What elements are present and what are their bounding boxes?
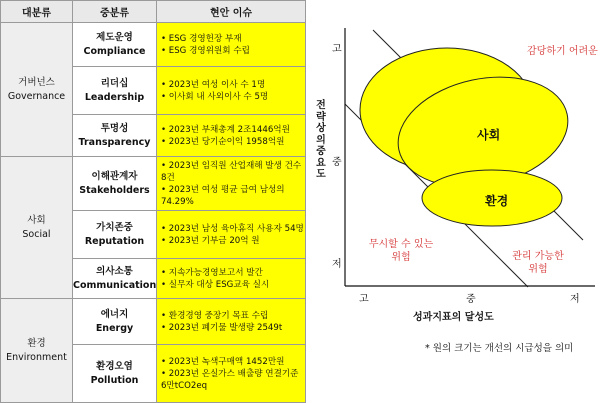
issue-item: • 2023년 폐기물 발생량 2549t bbox=[161, 322, 283, 333]
issue-item: • 2023년 온실가스 배출량 연결기준 6만tCO2eq bbox=[161, 368, 299, 391]
category-label-en: Governance bbox=[7, 90, 66, 102]
footnote: * 원의 크기는 개선의 시급성을 의미 bbox=[425, 343, 574, 354]
issue-item: • 지속가능경영보고서 발간 bbox=[161, 267, 263, 278]
table-row bbox=[1, 157, 306, 211]
issues-cell bbox=[157, 345, 306, 403]
subcategory-label-ko: 투명성 bbox=[100, 122, 129, 134]
issues-cell bbox=[157, 115, 306, 157]
x-tick-low: 저 bbox=[570, 294, 580, 305]
materiality-diagram bbox=[305, 0, 600, 401]
issue-item: • ESG 경영위원회 수립 bbox=[161, 45, 250, 56]
y-tick-low: 저 bbox=[332, 259, 342, 270]
y-tick-high: 고 bbox=[332, 44, 342, 55]
zone-label-unmanageable: 감당하기 어려운 bbox=[527, 46, 598, 57]
table-row bbox=[1, 299, 306, 345]
issues-cell bbox=[157, 259, 306, 299]
category-environment bbox=[1, 299, 73, 403]
bubble-label-social: 사회 bbox=[477, 128, 501, 142]
issue-item: • 2023년 임직원 산업재해 발생 건수 8건 bbox=[161, 160, 302, 183]
issue-item: • 2023년 부채총계 2조1446억원 bbox=[161, 124, 290, 135]
subcategory-label-ko: 에너지 bbox=[100, 308, 129, 320]
x-tick-high: 고 bbox=[359, 294, 369, 305]
subcategory-communication bbox=[73, 259, 157, 299]
x-tick-mid: 중 bbox=[466, 294, 476, 305]
subcategory-label-ko: 이해관계자 bbox=[91, 170, 138, 182]
issue-item: • 2023년 여성 평균 급여 남성의 74.29% bbox=[161, 184, 285, 207]
subcategory-compliance bbox=[73, 23, 157, 67]
issue-item: • 이사회 내 사외이사 수 5명 bbox=[161, 91, 269, 102]
subcategory-label-ko: 리더십 bbox=[100, 77, 129, 89]
subcategory-label-en: Pollution bbox=[90, 374, 139, 386]
category-social bbox=[1, 157, 73, 299]
zone-label-line: 무시할 수 있는 bbox=[368, 239, 434, 250]
subcategory-label-en: Reputation bbox=[84, 235, 145, 247]
issue-item: • 2023년 당기순이익 1958억원 bbox=[161, 136, 285, 147]
subcategory-label-ko: 제도운영 bbox=[96, 31, 133, 43]
subcategory-label-en: Stakeholders bbox=[79, 184, 150, 196]
subcategory-label-en: Compliance bbox=[83, 45, 146, 57]
header-category: 대분류 bbox=[1, 1, 73, 23]
table-header-row bbox=[1, 1, 306, 23]
y-axis-title: 전략상의중요도 bbox=[316, 100, 326, 180]
subcategory-transparency bbox=[73, 115, 157, 157]
issue-item: • 2023년 녹색구매액 1452만원 bbox=[161, 356, 285, 367]
header-issues: 현안 이슈 bbox=[157, 1, 306, 23]
subcategory-leadership bbox=[73, 67, 157, 115]
issue-item: • 2023년 여성 이사 수 1명 bbox=[161, 79, 266, 90]
issue-item: • ESG 경영헌장 부재 bbox=[161, 33, 242, 44]
issues-cell bbox=[157, 67, 306, 115]
subcategory-pollution bbox=[73, 345, 157, 403]
subcategory-label-ko: 의사소통 bbox=[96, 265, 133, 277]
category-label-ko: 환경 bbox=[27, 337, 46, 349]
x-axis-title: 성과지표의 달성도 bbox=[413, 312, 494, 323]
category-label-ko: 사회 bbox=[27, 214, 46, 226]
category-label-ko: 거버넌스 bbox=[18, 76, 55, 88]
category-label-en: Environment bbox=[6, 351, 67, 363]
issue-item: • 2023년 남성 육아휴직 사용자 54명 bbox=[161, 223, 304, 234]
zone-label-line: 위험 bbox=[528, 264, 548, 275]
subcategory-energy bbox=[73, 299, 157, 345]
zone-label-line: 관리 가능한 bbox=[512, 251, 564, 262]
category-label-en: Social bbox=[22, 228, 51, 240]
zone-label-line: 위험 bbox=[391, 252, 411, 263]
zone-label-negligible bbox=[361, 238, 441, 264]
subcategory-stakeholders bbox=[73, 157, 157, 211]
subcategory-label-ko: 가치존중 bbox=[96, 221, 133, 233]
subcategory-reputation bbox=[73, 211, 157, 259]
subcategory-label-ko: 환경오염 bbox=[96, 360, 133, 372]
table-row bbox=[1, 23, 306, 67]
issue-item: • 2023년 기부금 20억 원 bbox=[161, 235, 260, 246]
header-subcategory: 중분류 bbox=[73, 1, 157, 23]
y-tick-mid: 중 bbox=[332, 157, 342, 168]
zone-label-manageable bbox=[503, 250, 573, 276]
issues-cell bbox=[157, 211, 306, 259]
bubble-label-environment: 환경 bbox=[485, 194, 509, 208]
category-governance bbox=[1, 23, 73, 157]
issues-cell bbox=[157, 157, 306, 211]
subcategory-label-en: Leadership bbox=[84, 91, 145, 103]
issues-cell bbox=[157, 299, 306, 345]
subcategory-label-en: Energy bbox=[95, 322, 134, 334]
issues-cell bbox=[157, 23, 306, 67]
issue-item: • 환경경영 중장기 목표 수립 bbox=[161, 310, 269, 321]
issue-item: • 실무자 대상 ESG교육 실시 bbox=[161, 279, 270, 290]
subcategory-label-en: Communication bbox=[73, 279, 157, 291]
subcategory-label-en: Transparency bbox=[78, 136, 151, 148]
